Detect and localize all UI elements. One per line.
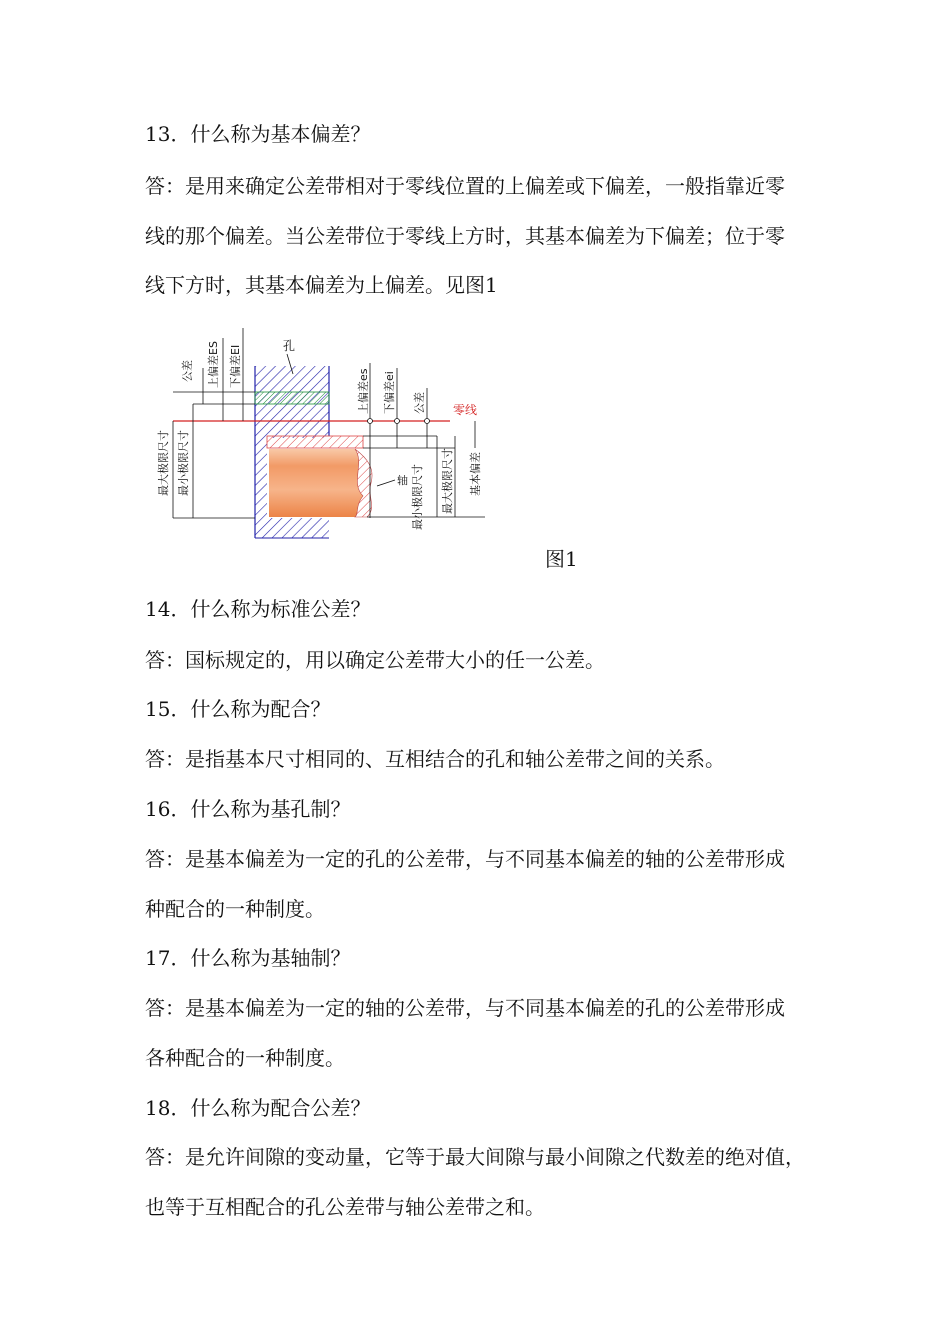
upper-deviation-es-label: 上偏差es — [357, 368, 370, 414]
figure-1-caption: 图1 — [545, 547, 578, 571]
answer-14-line-1: 答：国标规定的，用以确定公差带大小的任一公差。 — [145, 648, 605, 672]
shaft-body — [269, 449, 363, 517]
question-14-title: 14．什么称为标准公差？ — [145, 597, 371, 621]
zero-line-label: 零线 — [453, 403, 478, 417]
max-limit-size-left-label: 最大极限尺寸 — [157, 430, 170, 496]
answer-16-line-1: 答：是基本偏差为一定的孔的公差带，与不同基本偏差的轴的公差带形成 — [145, 847, 785, 871]
shaft-label: 轴 — [397, 474, 408, 487]
answer-18-line-1: 答：是允许间隙的变动量，它等于最大间隙与最小间隙之代数差的绝对值， — [145, 1145, 805, 1169]
question-18-title: 18．什么称为配合公差？ — [145, 1096, 371, 1120]
hole-tolerance-band — [255, 392, 329, 404]
max-limit-size-right-label: 最大极限尺寸 — [441, 448, 454, 514]
upper-deviation-ES-label: 上偏差ES — [207, 341, 220, 388]
answer-13-line-2: 线的那个偏差。当公差带位于零线上方时，其基本偏差为下偏差；位于零 — [145, 224, 785, 248]
min-limit-size-left-label: 最小极限尺寸 — [177, 430, 190, 496]
answer-18-line-2: 也等于互相配合的孔公差带与轴公差带之和。 — [145, 1195, 545, 1219]
question-17-title: 17．什么称为基轴制？ — [145, 946, 351, 970]
question-15-title: 15．什么称为配合？ — [145, 697, 331, 721]
lower-deviation-EI-label: 下偏差EI — [229, 344, 242, 388]
basic-deviation-label: 基本偏差 — [469, 452, 482, 496]
answer-16-line-2: 种配合的一种制度。 — [145, 897, 325, 921]
answer-17-line-2: 各种配合的一种制度。 — [145, 1046, 345, 1070]
answer-13-line-1: 答：是用来确定公差带相对于零线位置的上偏差或下偏差，一般指靠近零 — [145, 174, 785, 198]
answer-15-line-1: 答：是指基本尺寸相同的、互相结合的孔和轴公差带之间的关系。 — [145, 747, 725, 771]
answer-17-line-1: 答：是基本偏差为一定的轴的公差带，与不同基本偏差的孔的公差带形成 — [145, 996, 785, 1020]
tolerance-label-right: 公差 — [413, 392, 426, 414]
answer-13-line-3: 线下方时，其基本偏差为上偏差。见图1 — [145, 273, 498, 297]
tolerance-label-left: 公差 — [181, 360, 194, 382]
shaft-tolerance-band — [267, 436, 363, 448]
figure-1-diagram — [145, 318, 505, 548]
min-limit-size-right-label: 最小极限尺寸 — [411, 464, 424, 530]
lower-deviation-ei-label: 下偏差ei — [383, 371, 396, 414]
question-16-title: 16．什么称为基孔制？ — [145, 797, 351, 821]
question-13-title: 13．什么称为基本偏差？ — [145, 122, 371, 146]
hole-label: 孔 — [283, 339, 296, 353]
